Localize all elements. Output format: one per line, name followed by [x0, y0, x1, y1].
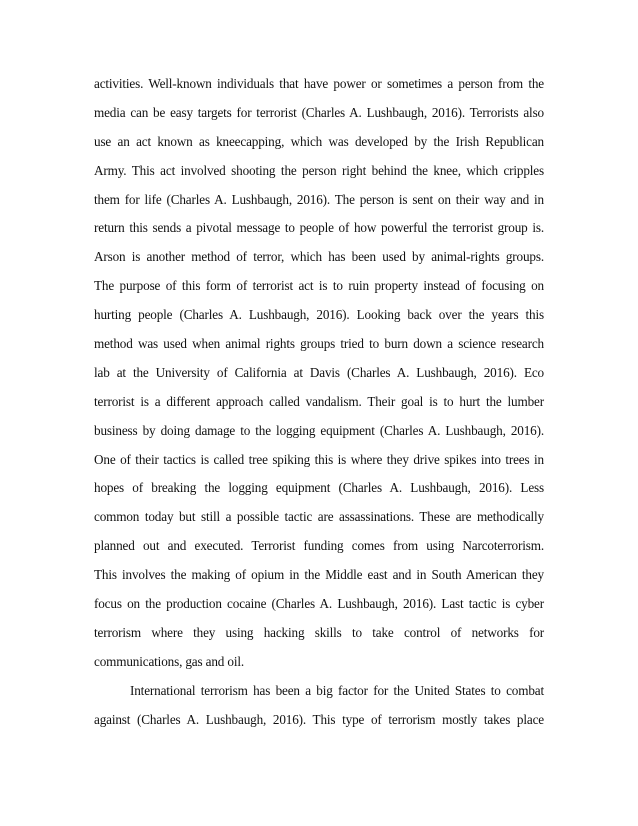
text-line: business by doing damage to the logging equipment (Charles A. Lushbaugh, 2016).	[94, 422, 544, 438]
text-line: hopes of breaking the logging equipment (Charles A. Lushbaugh, 2016). Less	[94, 480, 544, 496]
text-line: This involves the making of opium in the Middle east and in South American they	[94, 567, 544, 583]
text-line: them for life (Charles A. Lushbaugh, 2016). The person is sent on their way and in	[94, 191, 544, 207]
paragraph-first-line: International terrorism has been a big factor for the United States to combat	[130, 682, 544, 698]
text-line: focus on the production cocaine (Charles A. Lushbaugh, 2016). Last tactic is cyber	[94, 596, 544, 612]
text-line: planned out and executed. Terrorist funding comes from using Narcoterrorism.	[94, 538, 544, 554]
text-line: terrorism where they using hacking skills to take control of networks for	[94, 624, 544, 640]
text-line: against (Charles A. Lushbaugh, 2016). This type of terrorism mostly takes place	[94, 711, 544, 727]
text-line: Army. This act involved shooting the person right behind the knee, which cripples	[94, 162, 544, 178]
text-line: lab at the University of California at Davis (Charles A. Lushbaugh, 2016). Eco	[94, 364, 544, 380]
text-line: return this sends a pivotal message to people of how powerful the terrorist group is.	[94, 220, 544, 236]
text-line: method was used when animal rights groups tried to burn down a science research	[94, 336, 544, 352]
text-line: One of their tactics is called tree spiking this is where they drive spikes into trees in	[94, 451, 544, 467]
paragraph-last-line: communications, gas and oil.	[94, 653, 244, 669]
text-line: use an act known as kneecapping, which was developed by the Irish Republican	[94, 133, 544, 149]
text-line: terrorist is a different approach called vandalism. Their goal is to hurt the lumber	[94, 393, 544, 409]
text-line: common today but still a possible tactic are assassinations. These are methodically	[94, 509, 544, 525]
text-line: hurting people (Charles A. Lushbaugh, 2016). Looking back over the years this	[94, 307, 544, 323]
text-line: media can be easy targets for terrorist (Charles A. Lushbaugh, 2016). Terrorists also	[94, 104, 544, 120]
document-body	[94, 70, 544, 734]
text-line: Arson is another method of terror, which has been used by animal-rights groups.	[94, 249, 544, 265]
text-line: The purpose of this form of terrorist act is to ruin property instead of focusing on	[94, 278, 544, 294]
text-line: activities. Well-known individuals that have power or sometimes a person from the	[94, 76, 544, 91]
